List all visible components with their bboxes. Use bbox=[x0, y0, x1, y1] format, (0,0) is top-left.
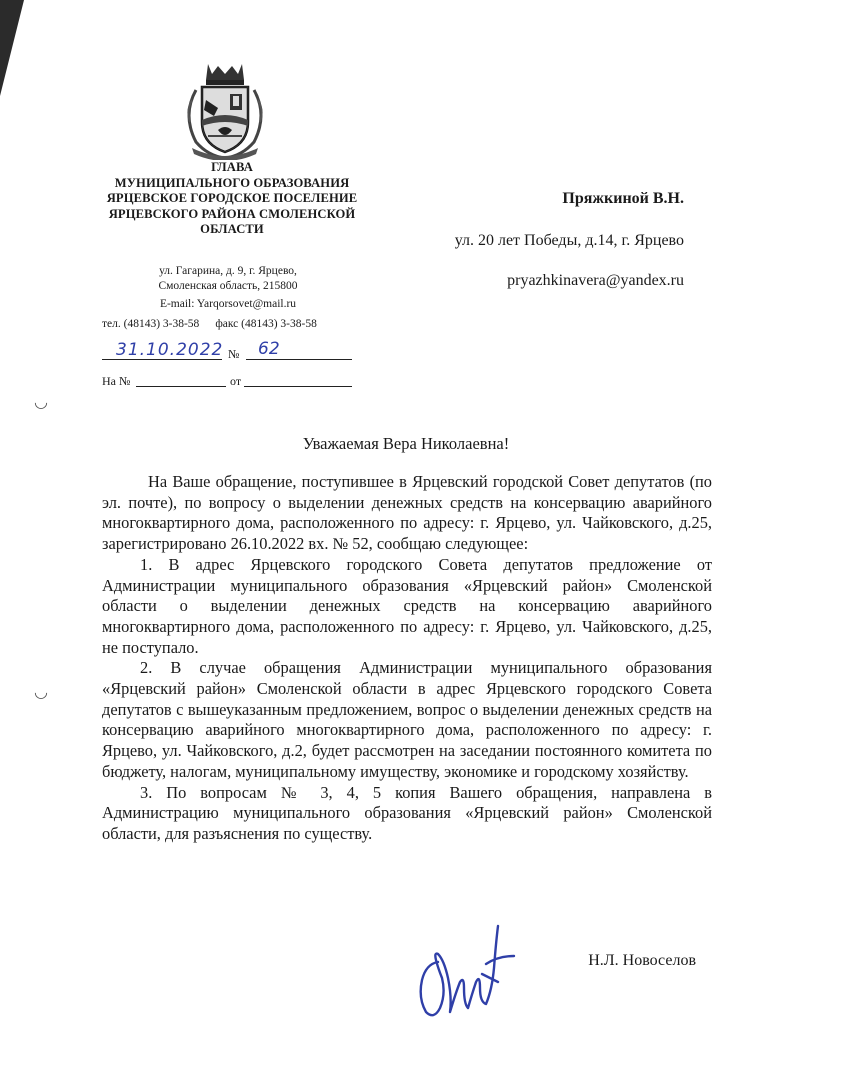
list-item: 1. В адрес Ярцевского городского Совета депутатов предложение от Администрации муниципального образования «Ярцевский район» Смоленской области о выделении денежных средств на консервацию аварийного многоквартирного дома, расположенного по адресу: г. Ярцево, ул. Чайковского, д.25, не поступало. bbox=[102, 554, 712, 657]
issuer-title bbox=[100, 160, 364, 238]
salutation: Уважаемая Вера Николаевна! bbox=[302, 434, 510, 453]
scan-shadow bbox=[0, 0, 24, 96]
punch-hole-mark: ◡ bbox=[34, 392, 48, 411]
reference-date-blank bbox=[244, 386, 352, 387]
issuer-address-line: ул. Гагарина, д. 9, г. Ярцево, bbox=[159, 265, 297, 277]
coat-of-arms-emblem bbox=[178, 60, 272, 160]
signer-name: Н.Л. Новоселов bbox=[588, 952, 696, 969]
issuer-email: E-mail: Yarqorsovet@mail.ru bbox=[159, 298, 297, 310]
issuer-title-line: ГЛАВА bbox=[211, 160, 253, 174]
issuer-phone: тел. (48143) 3-38-58 bbox=[102, 318, 200, 330]
issuer-fax: факс (48143) 3-38-58 bbox=[215, 318, 317, 330]
reference-number-label: На № bbox=[102, 374, 131, 388]
registration-date-handwritten: 31.10.2022 bbox=[116, 340, 224, 360]
registration-number-handwritten: 62 bbox=[258, 339, 280, 359]
issuer-address-line: Смоленская область, 215800 bbox=[158, 280, 298, 292]
list-item: 3. По вопросам № 3, 4, 5 копия Вашего обращения, направлена в Администрацию муниципального образования «Ярцевский район» Смоленской области, для разъяснения по существу. bbox=[102, 782, 712, 843]
intro-paragraph: На Ваше обращение, поступившее в Ярцевский городской Совет депутатов (по эл. почте), по вопросу о выделении денежных средств на консервацию аварийного многоквартирного дома, расположенного по адресу: г. Ярцево, ул. Чайковского, д.25, зарегистрировано 26.10.2022 вх. № 52, сообщаю следующее: bbox=[102, 472, 712, 554]
issuer-title-line: МУНИЦИПАЛЬНОГО ОБРАЗОВАНИЯ bbox=[114, 175, 350, 190]
handwritten-signature bbox=[408, 912, 524, 1032]
recipient-email: pryazhkinavera@yandex.ru bbox=[507, 272, 684, 289]
recipient-name: Пряжкиной В.Н. bbox=[562, 190, 684, 207]
registration-date-field bbox=[102, 340, 224, 360]
recipient-address: ул. 20 лет Победы, д.14, г. Ярцево bbox=[454, 232, 684, 249]
issuer-title-line: ОБЛАСТИ bbox=[200, 222, 264, 236]
reference-date-label: от bbox=[230, 374, 242, 388]
issuer-phones bbox=[102, 318, 362, 330]
list-item: 2. В случае обращения Администрации муниципального образования «Ярцевский район» Смоленской области в адрес Ярцевского городского Совета депутатов с вышеуказанным предложением, вопрос о выделении денежных средств на консервацию аварийного многоквартирного дома, расположенного по адресу: г. Ярцево, ул. Чайковского, д.2, будет рассмотрен на заседании постоянного комитета по бюджету, налогам, муниципальному имуществу, экономике и городскому хозяйству. bbox=[102, 658, 712, 781]
letter-body bbox=[102, 472, 712, 845]
punch-hole-mark: ◡ bbox=[34, 682, 48, 701]
issuer-title-line: ЯРЦЕВСКОЕ ГОРОДСКОЕ ПОСЕЛЕНИЕ bbox=[106, 191, 358, 205]
issuer-title-line: ЯРЦЕВСКОГО РАЙОНА СМОЛЕНСКОЙ bbox=[108, 206, 356, 221]
registration-number-field bbox=[246, 339, 352, 360]
reference-number-blank bbox=[136, 386, 226, 387]
reference-line bbox=[102, 374, 354, 390]
issuer-address bbox=[130, 264, 326, 294]
registration-number-label: № bbox=[228, 347, 240, 361]
registration-line bbox=[102, 339, 354, 362]
